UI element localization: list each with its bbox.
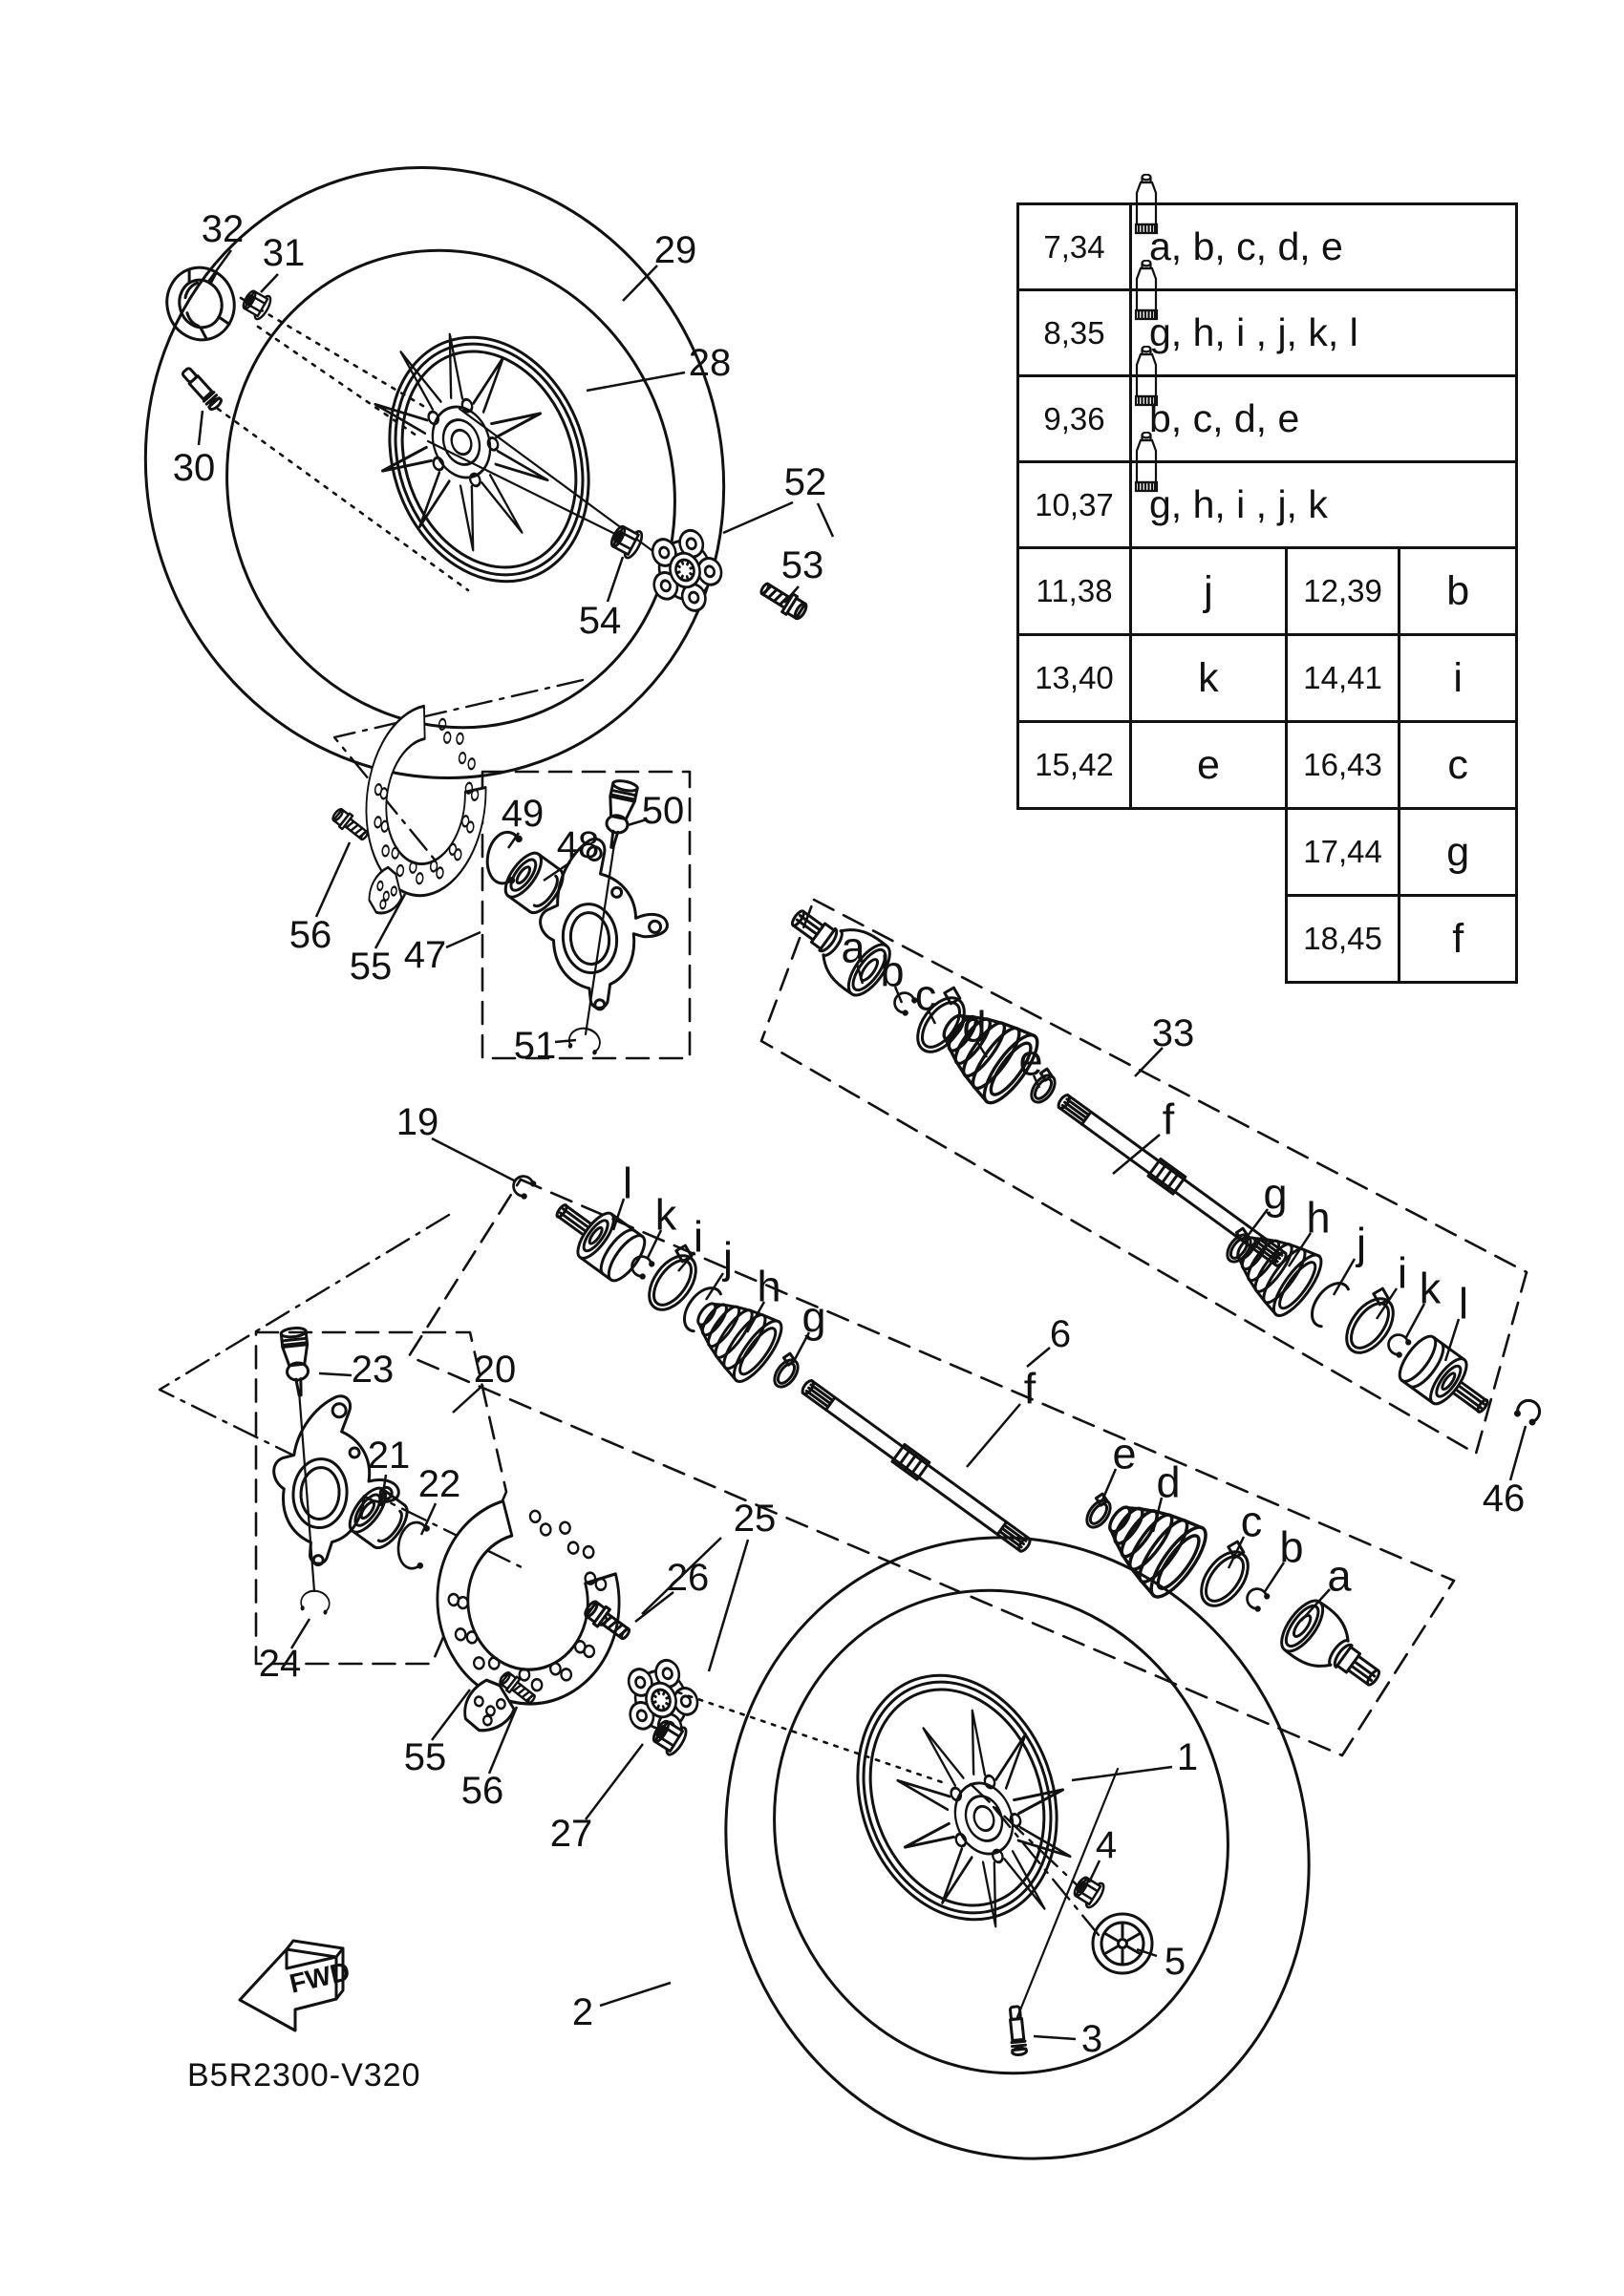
table-row xyxy=(1018,809,1517,896)
part-label-56: 56 xyxy=(460,1770,504,1812)
steering-knuckle-47 xyxy=(532,833,675,1015)
tire-outer-2 xyxy=(639,1455,1396,2241)
part-label-23: 23 xyxy=(351,1349,395,1391)
valve-stem-30 xyxy=(180,366,223,412)
part-label-3: 3 xyxy=(1080,2018,1103,2060)
part-label-47: 47 xyxy=(403,934,447,976)
table-row xyxy=(1018,462,1517,548)
part-ref-cell: 8,35 xyxy=(1018,290,1131,376)
leader-line xyxy=(1034,2036,1076,2039)
part-ref-cell: 14,41 xyxy=(1286,635,1400,722)
circlip-24 xyxy=(300,1588,331,1614)
letters-text: b, c, d, e xyxy=(1149,396,1300,440)
empty-cell xyxy=(1018,896,1287,983)
applied-grease-table xyxy=(1016,202,1518,984)
part-label-e: e xyxy=(1018,1035,1043,1085)
part-label-j: j xyxy=(1357,1219,1366,1268)
part-label-g: g xyxy=(1263,1169,1288,1219)
part-label-5: 5 xyxy=(1164,1941,1186,1983)
center-cap-5 xyxy=(1093,1914,1152,1973)
table-row xyxy=(1018,548,1517,635)
guard-bolt-56-upper xyxy=(331,806,372,843)
leader-line xyxy=(555,1040,576,1042)
part-label-c: c xyxy=(1240,1497,1263,1546)
tire-sidewall xyxy=(160,187,741,791)
part-label-k: k xyxy=(654,1190,677,1240)
table-row xyxy=(1018,635,1517,722)
leader-line xyxy=(1334,1259,1355,1295)
letters-cell xyxy=(1131,290,1517,376)
table-row xyxy=(1018,376,1517,462)
part-ref-cell: 15,42 xyxy=(1018,722,1131,809)
part-label-51: 51 xyxy=(513,1025,557,1067)
part-label-h: h xyxy=(757,1262,781,1311)
part-label-g: g xyxy=(801,1292,826,1342)
part-label-52: 52 xyxy=(783,461,827,503)
table-row xyxy=(1018,204,1517,290)
part-label-k: k xyxy=(1419,1264,1442,1313)
fwd-label: FWD xyxy=(287,1956,353,1999)
part-label-f: f xyxy=(1023,1364,1036,1414)
part-label-d: d xyxy=(1156,1457,1181,1507)
part-label-49: 49 xyxy=(501,793,545,835)
cv-joint-outer-a2 xyxy=(1273,1594,1393,1704)
part-ref-cell: 7,34 xyxy=(1018,204,1131,290)
leader-line xyxy=(608,557,623,602)
leader-line xyxy=(319,1373,352,1375)
leader-line xyxy=(1072,1767,1172,1780)
part-label-d: d xyxy=(962,1002,987,1052)
part-label-31: 31 xyxy=(262,232,306,274)
axle-shaft-f2 xyxy=(799,1376,1034,1555)
part-label-55: 55 xyxy=(403,1736,447,1778)
part-label-a: a xyxy=(841,923,865,972)
part-label-6: 6 xyxy=(1049,1313,1072,1355)
part-label-4: 4 xyxy=(1095,1824,1118,1866)
part-label-53: 53 xyxy=(780,544,824,586)
part-label-25: 25 xyxy=(733,1498,777,1540)
cv-joint-inner-l2 xyxy=(544,1187,651,1286)
ball-joint-23 xyxy=(281,1327,312,1396)
ring-j xyxy=(1305,1276,1350,1327)
assembly-axis-dotted-upper xyxy=(218,298,468,590)
part-label-l: l xyxy=(1459,1279,1468,1329)
letters-cell xyxy=(1131,376,1517,462)
part-ref-cell: 13,40 xyxy=(1018,635,1131,722)
leader-line xyxy=(432,1138,516,1181)
part-label-21: 21 xyxy=(367,1435,411,1477)
letter-value-cell: c xyxy=(1400,722,1517,809)
leader-line xyxy=(967,1404,1020,1467)
part-label-l: l xyxy=(623,1159,632,1208)
disc-guard-55-upper xyxy=(355,701,495,923)
letter-value-cell: b xyxy=(1400,548,1517,635)
part-label-f: f xyxy=(1162,1095,1175,1144)
leader-line xyxy=(261,274,278,292)
part-label-24: 24 xyxy=(258,1643,302,1685)
grease-reference-table xyxy=(1016,202,1518,984)
part-label-50: 50 xyxy=(641,790,685,832)
diagram-code: B5R2300-V320 xyxy=(187,2057,421,2094)
part-ref-cell: 12,39 xyxy=(1286,548,1400,635)
part-label-29: 29 xyxy=(653,229,697,271)
letter-value-cell: j xyxy=(1131,548,1287,635)
leader-line xyxy=(1510,1426,1526,1480)
part-label-27: 27 xyxy=(549,1813,593,1855)
leader-line xyxy=(723,502,793,533)
part-ref-cell: 11,38 xyxy=(1018,548,1131,635)
letter-value-cell: e xyxy=(1131,722,1287,809)
part-label-b: b xyxy=(880,946,905,996)
part-label-b: b xyxy=(1279,1522,1304,1572)
part-label-j: j xyxy=(723,1233,733,1283)
grease-tube-icon xyxy=(1132,432,1161,495)
part-label-54: 54 xyxy=(578,600,622,642)
part-label-32: 32 xyxy=(201,208,245,250)
part-ref-cell: 9,36 xyxy=(1018,376,1131,462)
circlip-19 xyxy=(509,1172,536,1199)
part-label-c: c xyxy=(914,970,937,1020)
circlip-k2 xyxy=(628,1252,654,1279)
leader-line xyxy=(199,411,203,445)
part-label-33: 33 xyxy=(1151,1012,1195,1054)
ball-joint-50 xyxy=(600,779,638,850)
part-label-i: i xyxy=(1398,1248,1407,1298)
empty-cell xyxy=(1018,809,1287,896)
leader-line xyxy=(818,503,833,537)
letters-text: g, h, i , j, k, l xyxy=(1149,310,1358,354)
part-label-i: i xyxy=(694,1212,703,1262)
letter-value-cell: g xyxy=(1400,809,1517,896)
part-label-56: 56 xyxy=(288,914,332,956)
rim-spokes-2 xyxy=(868,1690,1099,1946)
part-label-a: a xyxy=(1327,1551,1352,1601)
leader-line xyxy=(586,1744,643,1819)
leader-line xyxy=(600,1983,671,2006)
grease-tube-icon xyxy=(1132,346,1161,409)
leader-line xyxy=(709,1540,748,1671)
valve-stem-3 xyxy=(1008,2006,1027,2055)
letter-value-cell: i xyxy=(1400,635,1517,722)
letters-cell xyxy=(1131,204,1517,290)
part-label-46: 46 xyxy=(1482,1478,1526,1520)
leader-line xyxy=(587,372,685,391)
leader-line xyxy=(706,1273,723,1300)
lug-nut-31 xyxy=(240,287,273,321)
part-label-2: 2 xyxy=(571,1991,594,2033)
part-label-19: 19 xyxy=(395,1101,439,1143)
leader-line xyxy=(316,842,350,917)
wheel-hub-52 xyxy=(641,524,731,621)
letter-value-cell: k xyxy=(1131,635,1287,722)
grease-tube-icon xyxy=(1132,174,1161,237)
part-label-30: 30 xyxy=(172,447,216,489)
grease-tube-icon xyxy=(1132,260,1161,323)
letter-value-cell: f xyxy=(1400,896,1517,983)
part-label-28: 28 xyxy=(688,342,732,384)
part-label-20: 20 xyxy=(473,1349,517,1391)
letters-cell xyxy=(1131,462,1517,548)
leader-line xyxy=(446,932,481,947)
part-label-22: 22 xyxy=(417,1463,461,1505)
part-label-55: 55 xyxy=(349,946,393,988)
table-row xyxy=(1018,896,1517,983)
part-label-h: h xyxy=(1306,1193,1331,1243)
part-ref-cell: 18,45 xyxy=(1286,896,1400,983)
lug-nut-4 xyxy=(1071,1873,1107,1910)
part-label-26: 26 xyxy=(666,1557,710,1599)
part-label-e: e xyxy=(1112,1429,1137,1478)
boot-clamp-g2 xyxy=(768,1352,804,1392)
letters-text: a, b, c, d, e xyxy=(1149,224,1343,268)
part-label-48: 48 xyxy=(556,824,600,866)
front-wheel-lower xyxy=(639,1455,1396,2241)
cv-boot-d2 xyxy=(1090,1481,1214,1604)
table-row xyxy=(1018,290,1517,376)
part-label-1: 1 xyxy=(1176,1736,1199,1778)
part-ref-cell: 17,44 xyxy=(1286,809,1400,896)
part-ref-cell: 10,37 xyxy=(1018,462,1131,548)
assembly-axis-dotted-lower xyxy=(678,1692,948,1784)
circlip-46 xyxy=(1514,1396,1543,1425)
fwd-arrow xyxy=(240,1941,353,2030)
letters-text: g, h, i , j, k xyxy=(1149,482,1328,526)
table-row xyxy=(1018,722,1517,809)
boot-band-i xyxy=(1337,1285,1407,1361)
part-ref-cell: 16,43 xyxy=(1286,722,1400,809)
